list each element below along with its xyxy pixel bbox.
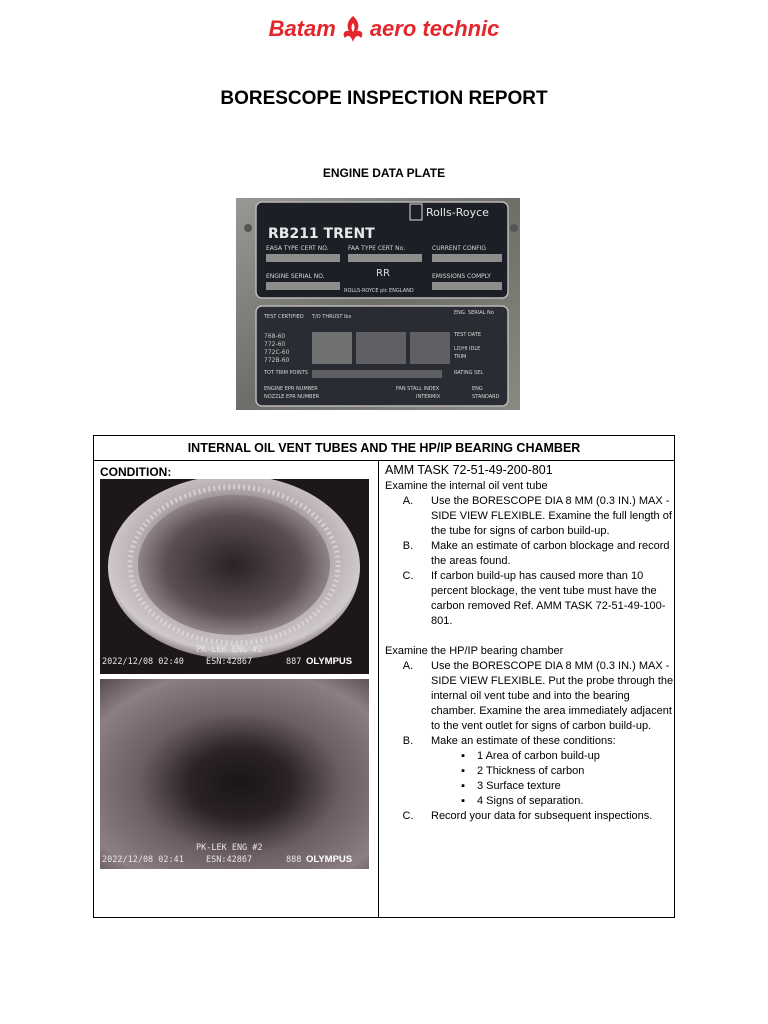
bullet-text: 4 Signs of separation. (477, 795, 584, 807)
plate-fan-stall-label: FAN STALL INDEX (396, 386, 440, 392)
step-marker: B. (402, 735, 414, 747)
bullet-item (385, 749, 675, 764)
amm-task-reference: AMM TASK 72-51-49-200-801 (385, 463, 553, 477)
plate-faa-label: FAA TYPE CERT No. (348, 245, 406, 252)
engine-data-plate-photo (236, 198, 520, 410)
plate-test-row: 768-60 (264, 333, 286, 340)
procedure-step (385, 809, 675, 824)
borescope-image-vent-tube (100, 479, 369, 674)
plate-epr-label: ENGINE EPR NUMBER (264, 386, 318, 392)
bullet-item (385, 764, 675, 779)
plate-rating-label: RATING SEL (454, 370, 484, 376)
plate-eng-serial-label: ENG. SERIAL No (454, 310, 494, 316)
report-title: BORESCOPE INSPECTION REPORT (220, 88, 548, 109)
step-text: Record your data for subsequent inspections. (431, 810, 653, 822)
bird-logo-icon (340, 14, 366, 44)
plate-maker-label: ROLLS-ROYCE plc ENGLAND (344, 288, 414, 294)
step-text: If carbon build-up has caused more than 10 percent blockage, the vent tube must have the carbon removed Ref. AMM TASK 72-51-49-100-801. (431, 570, 666, 627)
plate-standard-label: STANDARD (472, 394, 500, 400)
bullet-icon: ▪ (461, 795, 465, 807)
plate-serial-label: ENGINE SERIAL NO. (266, 273, 325, 280)
image-caption-line: PK-LEK ENG #2 (196, 843, 263, 853)
inspection-table (93, 435, 675, 918)
procedure-step (385, 494, 675, 539)
step-marker: A. (402, 495, 414, 507)
company-logo (0, 14, 768, 54)
image-esn: ESN:42867 (206, 657, 253, 667)
step-text: Make an estimate of these conditions: (431, 735, 616, 747)
bullet-text: 1 Area of carbon build-up (477, 750, 600, 762)
image-timestamp: 2022/12/08 02:41 (102, 855, 184, 865)
olympus-brand: OLYMPUS (306, 854, 353, 865)
section-title: ENGINE DATA PLATE (322, 166, 446, 180)
part1-intro: Examine the internal oil vent tube (385, 480, 548, 492)
plate-test-row: 772-60 (264, 341, 286, 348)
step-marker: B. (402, 540, 414, 552)
plate-thrust-label: T/O THRUST lbs (312, 314, 352, 320)
plate-trim-label: TRIM (454, 354, 467, 360)
condition-cell (94, 461, 379, 918)
bullet-icon: ▪ (461, 765, 465, 777)
step-marker: C. (402, 570, 414, 582)
procedure-cell (379, 461, 675, 918)
bullet-icon: ▪ (461, 780, 465, 792)
image-caption-line: PK-LEK ENG #2 (196, 645, 263, 655)
bullet-icon: ▪ (461, 750, 465, 762)
plate-emissions-label: EMISSIONS COMPLY (432, 273, 491, 280)
step-text: Use the BORESCOPE DIA 8 MM (0.3 IN.) MAX - SIDE VIEW FLEXIBLE. Examine the full length of the tube for signs of carbon build-up. (431, 495, 672, 537)
image-counter: 888 (286, 855, 302, 865)
plate-model: RB211 TRENT (268, 226, 375, 242)
step-marker: C. (402, 810, 414, 822)
plate-eng-label: ENG (472, 386, 483, 392)
procedure-text (385, 479, 675, 824)
image-counter: 887 (286, 657, 302, 667)
plate-easa-label: EASA TYPE CERT NO. (266, 245, 329, 252)
procedure-step (385, 539, 675, 569)
step-text: Use the BORESCOPE DIA 8 MM (0.3 IN.) MAX - SIDE VIEW FLEXIBLE. Put the probe through the internal oil vent tube and into the bearing chamber. Examine the area immediately adjacent to the vent outlet for signs of carbon build-up. (431, 660, 674, 732)
plate-test-row: 772C-60 (264, 349, 290, 356)
plate-test-certified-label: TEST CERTIFIED (264, 314, 304, 320)
borescope-image-bearing-chamber (100, 679, 369, 869)
plate-test-row: 772B-60 (264, 357, 290, 364)
part2-intro: Examine the HP/IP bearing chamber (385, 645, 564, 657)
plate-idle-label: LO/HI IDLE (454, 346, 481, 352)
plate-brand: Rolls-Royce (426, 206, 489, 219)
plate-nozzle-label: NOZZLE EPR NUMBER (264, 394, 320, 400)
image-timestamp: 2022/12/08 02:40 (102, 657, 184, 667)
bullet-text: 3 Surface texture (477, 780, 561, 792)
logo-text-left: Batam (268, 16, 336, 41)
step-marker: A. (402, 660, 414, 672)
svg-text:RR: RR (376, 268, 390, 279)
olympus-brand: OLYMPUS (306, 656, 353, 667)
image-esn: ESN:42867 (206, 855, 253, 865)
table-header: INTERNAL OIL VENT TUBES AND THE HP/IP BEARING CHAMBER (94, 436, 675, 461)
procedure-step (385, 734, 675, 749)
step-text: Make an estimate of carbon blockage and record the areas found. (431, 540, 670, 567)
procedure-step (385, 659, 675, 734)
bullet-text: 2 Thickness of carbon (477, 765, 585, 777)
plate-config-label: CURRENT CONFIG (432, 245, 487, 252)
bullet-item (385, 794, 675, 809)
procedure-step (385, 569, 675, 629)
bullet-item (385, 779, 675, 794)
condition-label: CONDITION: (100, 465, 172, 479)
plate-tot-trim-label: TOT TRIM POINTS (264, 370, 308, 376)
logo-text-right: aero technic (369, 16, 500, 41)
plate-test-date-label: TEST DATE (454, 332, 482, 338)
plate-intermix-label: INTERMIX (416, 394, 441, 400)
